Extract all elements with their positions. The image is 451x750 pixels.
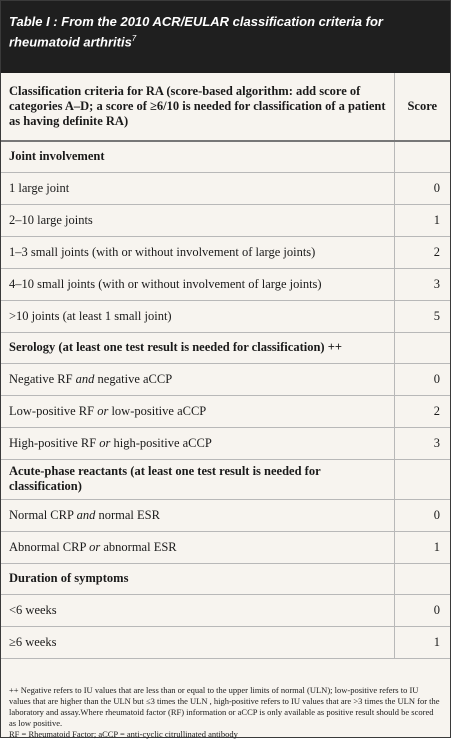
row-label: ≥6 weeks [1,626,394,658]
header-row [1,73,450,141]
criteria-table [1,73,450,750]
row-score: 0 [394,363,450,395]
table-title [1,1,450,73]
table-row [1,499,450,531]
row-label: Low-positive RF or low-positive aCCP [1,395,394,427]
row-label: <6 weeks [1,594,394,626]
row-score: 5 [394,300,450,332]
table-row [1,236,450,268]
table-row [1,204,450,236]
row-score: 1 [394,626,450,658]
row-label: 1 large joint [1,172,394,204]
table-row [1,268,450,300]
criteria-header: Classification criteria for RA (score-based algorithm: add score of categories A–D; a score of ≥6/10 is needed for classification of a patient as having definite RA) [1,73,394,141]
row-score: 1 [394,204,450,236]
section-title: Serology (at least one test result is needed for classification) ++ [1,332,394,363]
row-score: 1 [394,531,450,563]
table-row [1,363,450,395]
row-label: 2–10 large joints [1,204,394,236]
table-row [1,626,450,658]
section-title: Acute-phase reactants (at least one test result is needed for classification) [1,459,394,499]
row-label: 1–3 small joints (with or without involvement of large joints) [1,236,394,268]
row-score: 0 [394,499,450,531]
row-label: Negative RF and negative aCCP [1,363,394,395]
section-row-acute-phase [1,459,450,499]
row-score: 0 [394,594,450,626]
table-title-text: Table I : From the 2010 ACR/EULAR classification criteria for rheumatoid arthritis [9,14,383,50]
section-row-duration [1,563,450,594]
score-header: Score [394,73,450,141]
row-score: 0 [394,172,450,204]
row-score: 2 [394,395,450,427]
row-label: >10 joints (at least 1 small joint) [1,300,394,332]
table-row [1,395,450,427]
table-row [1,531,450,563]
row-label: Abnormal CRP or abnormal ESR [1,531,394,563]
row-score: 3 [394,268,450,300]
footnote [1,658,450,750]
row-label: 4–10 small joints (with or without involvement of large joints) [1,268,394,300]
section-title: Joint involvement [1,141,394,172]
row-label: Normal CRP and normal ESR [1,499,394,531]
footnote-row [1,658,450,750]
table-row [1,594,450,626]
row-score: 3 [394,427,450,459]
row-score: 2 [394,236,450,268]
table-row [1,172,450,204]
section-row-serology [1,332,450,363]
table-row [1,300,450,332]
footnote-abbreviations: RF = Rheumatoid Factor; aCCP = anti-cyclic citrullinated antibody [9,728,238,739]
title-reference: 7 [131,34,137,43]
footnote-text: ++ Negative refers to IU values that are less than or equal to the upper limits of normal (ULN); low-positive refers to IU values that are higher than the ULN but ≤3 times the ULN , high-positive refers to IU values that are >3 times the ULN for the laboratory and assay.Where rheumatoid factor (RF) information or aCCP is only available as positive result should be scored as low positive. [9,684,440,728]
table-row [1,427,450,459]
row-label: High-positive RF or high-positive aCCP [1,427,394,459]
section-row-joint-involvement [1,141,450,172]
section-title: Duration of symptoms [1,563,394,594]
